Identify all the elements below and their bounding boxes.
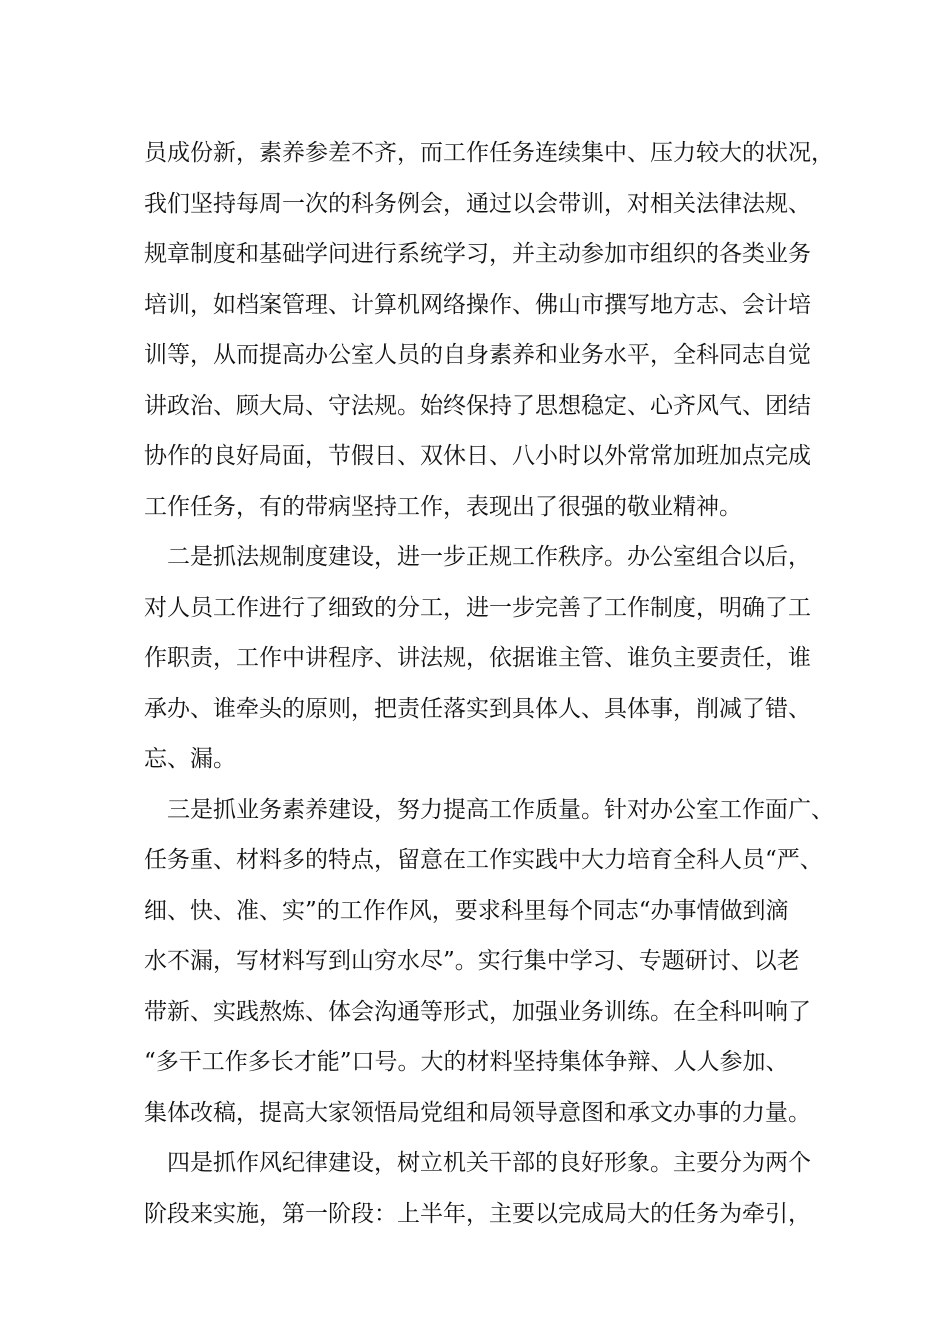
paragraph-start-line: 三是抓业务素养建设，努力提高工作质量。针对办公室工作面广、 (167, 796, 834, 823)
text-line: 带新、实践熬炼、体会沟通等形式，加强业务训练。在全科叫响了 (144, 998, 811, 1025)
paragraph-start-line: 二是抓法规制度建设，进一步正规工作秩序。办公室组合以后， (167, 544, 811, 570)
text-line: 讲政治、顾大局、守法规。始终保持了思想稳定、心齐风气、团结 (144, 392, 811, 419)
text-line: 集体改稿，提高大家领悟局党组和局领导意图和承文办事的力量。 (144, 1099, 811, 1126)
text-line: 我们坚持每周一次的科务例会，通过以会带训，对相关法律法规、 (144, 190, 811, 217)
text-line: “多干工作多长才能”口号。大的材料坚持集体争辩、人人参加、 (144, 1049, 789, 1075)
text-line: 阶段来实施，第一阶段：上半年，主要以完成局大的任务为牵引， (144, 1200, 811, 1227)
text-line: 训等，从而提高办公室人员的自身素养和业务水平，全科同志自觉 (144, 342, 811, 368)
text-line: 忘、漏。 (144, 746, 236, 772)
text-line: 规章制度和基础学问进行系统学习，并主动参加市组织的各类业务 (144, 241, 811, 267)
text-line: 培训，如档案管理、计算机网络操作、佛山市撰写地方志、会计培 (144, 291, 811, 318)
paragraph-start-line: 四是抓作风纪律建设，树立机关干部的良好形象。主要分为两个 (167, 1150, 811, 1176)
text-line: 员成份新，素养参差不齐，而工作任务连续集中、压力较大的状况， (144, 140, 834, 166)
text-line: 工作任务，有的带病坚持工作，表现出了很强的敬业精神。 (144, 493, 742, 520)
document-body (144, 128, 834, 1239)
text-line: 任务重、材料多的特点，留意在工作实践中大力培育全科人员“严、 (144, 847, 823, 873)
text-line: 协作的良好局面，节假日、双休日、八小时以外常常加班加点完成 (144, 443, 811, 469)
text-line: 水不漏，写材料写到山穷水尽”。实行集中学习、专题研讨、以老 (144, 948, 800, 974)
text-line: 细、快、准、实”的工作作风，要求科里每个同志“办事情做到滴 (144, 897, 789, 924)
text-line: 作职责，工作中讲程序、讲法规，依据谁主管、谁负主要责任，谁 (144, 645, 811, 671)
text-line: 对人员工作进行了细致的分工，进一步完善了工作制度，明确了工 (144, 594, 811, 621)
text-line: 承办、谁牵头的原则，把责任落实到具体人、具体事，削减了错、 (144, 695, 811, 722)
